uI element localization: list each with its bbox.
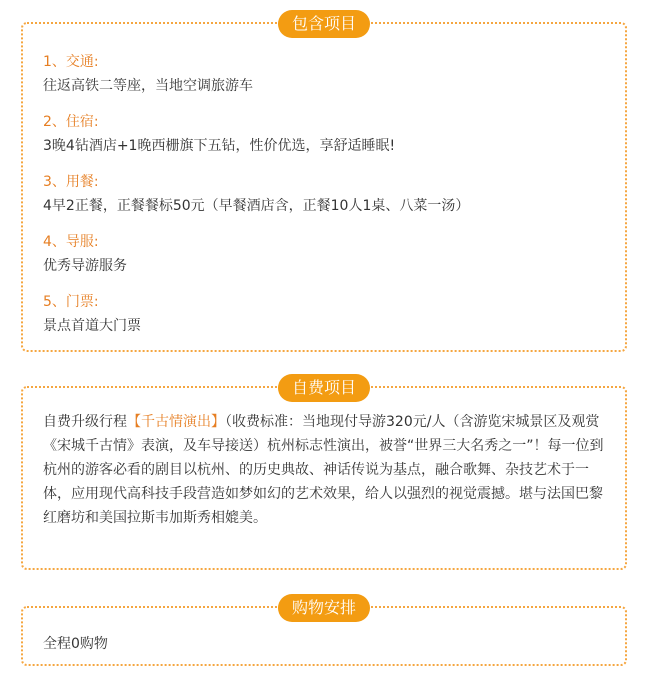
shopping-text: 全程0购物 bbox=[43, 636, 108, 652]
item-text: 3晚4钻酒店+1晚西栅旗下五钻，性价优选，享舒适睡眠! bbox=[43, 138, 396, 154]
optional-section bbox=[21, 378, 627, 570]
list-item bbox=[43, 292, 613, 352]
item-text: 4早2正餐，正餐餐标50元（早餐酒店含，正餐10人1桌、八菜一汤） bbox=[43, 198, 470, 214]
list-item bbox=[43, 172, 613, 232]
included-title: 包含项目 bbox=[278, 10, 370, 38]
item-label: 3、用餐: bbox=[43, 174, 99, 190]
included-section bbox=[21, 14, 627, 352]
item-text: 优秀导游服务 bbox=[43, 258, 127, 274]
list-item bbox=[43, 52, 613, 112]
optional-body: （收费标准：当地现付导游320元/人（含游览宋城景区及观赏《宋城千古情》表演，及车导接送）杭州标志性演出，被誉“世界三大名秀之一”！每一位到杭州的游客必看的剧目以杭州、的历史典故、神话传说为基点，融合歌舞、杂技艺术于一体，应用现代高科技手段营造如梦如幻的艺术效果，给人以强烈的视觉震撼。堪与法国巴黎红磨坊和美国拉斯韦加斯秀相媲美。 bbox=[43, 414, 604, 526]
optional-description bbox=[43, 410, 609, 530]
shopping-section bbox=[21, 598, 627, 666]
list-item bbox=[43, 112, 613, 172]
optional-highlight: 【千古情演出】 bbox=[127, 414, 225, 430]
item-text: 往返高铁二等座，当地空调旅游车 bbox=[43, 78, 253, 94]
shopping-title: 购物安排 bbox=[278, 594, 370, 622]
item-label: 4、导服: bbox=[43, 234, 99, 250]
list-item bbox=[43, 232, 613, 292]
item-label: 1、交通: bbox=[43, 54, 99, 70]
optional-prefix: 自费升级行程 bbox=[43, 414, 127, 430]
item-label: 5、门票: bbox=[43, 294, 99, 310]
item-label: 2、住宿: bbox=[43, 114, 99, 130]
item-text: 景点首道大门票 bbox=[43, 318, 141, 334]
optional-title: 自费项目 bbox=[278, 374, 370, 402]
